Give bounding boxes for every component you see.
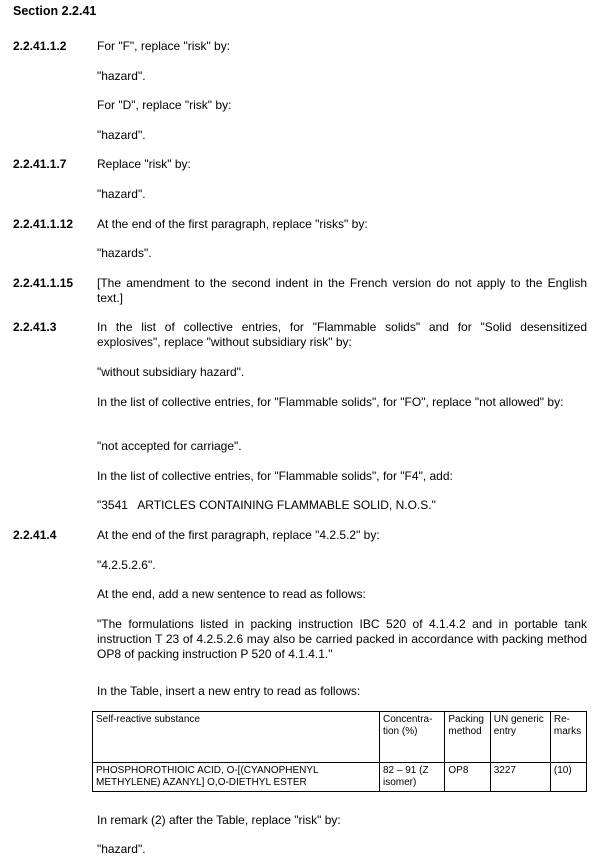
replacement-text: "The formulations listed in packing instruction IBC 520 of 4.1.4.2 and in portable tank instruction T 23 of 4.2.5.2.6 may also be carried packed in accordance with packing method OP8 of packing instruction P 520 of 4.1.4.1." xyxy=(97,617,587,661)
table-header-cell: Self-reactive substance xyxy=(93,712,380,763)
replacement-text: "hazards". xyxy=(97,246,152,260)
table-row xyxy=(93,763,587,792)
table-cell: 82 – 91 (Z isomer) xyxy=(379,763,444,792)
replacement-text: "3541 ARTICLES CONTAINING FLAMMABLE SOLID, N.O.S." xyxy=(97,498,436,512)
table-header-cell: Packing method xyxy=(445,712,490,763)
replacement-text: "not accepted for carriage". xyxy=(97,439,242,453)
paragraph-number: 2.2.41.1.2 xyxy=(13,39,67,53)
replacement-text: "hazard". xyxy=(97,128,146,142)
paragraph-number: 2.2.41.1.12 xyxy=(13,217,74,231)
instruction-text: Replace "risk" by: xyxy=(97,157,191,171)
instruction-text: In the list of collective entries, for "Flammable solids" and for "Solid desensitized explosives", replace "without subsidiary risk" by: xyxy=(97,320,587,349)
table-cell: 3227 xyxy=(490,763,550,792)
table-header-cell: Re-marks xyxy=(550,712,586,763)
instruction-text: In remark (2) after the Table, replace "risk" by: xyxy=(97,813,341,827)
replacement-text: "without subsidiary hazard". xyxy=(97,365,245,379)
replacement-text: "4.2.5.2.6". xyxy=(97,558,156,572)
instruction-text: At the end, add a new sentence to read as follows: xyxy=(97,587,366,601)
table-cell: PHOSPHOROTHIOIC ACID, O-[(CYANOPHENYL METHYLENE) AZANYL] O,O-DIETHYL ESTER xyxy=(93,763,380,792)
instruction-text: In the list of collective entries, for "Flammable solids", for "FO", replace "not allowed" by: xyxy=(97,395,564,409)
replacement-text: "hazard". xyxy=(97,842,146,856)
amendment-table xyxy=(92,711,587,792)
table-header-cell: Concentra-tion (%) xyxy=(379,712,444,763)
instruction-text: In the list of collective entries, for "Flammable solids", for "F4", add: xyxy=(97,469,453,483)
replacement-text: "hazard". xyxy=(97,69,146,83)
section-title: Section 2.2.41 xyxy=(13,4,97,18)
instruction-text: For "F", replace "risk" by: xyxy=(97,39,231,53)
table-cell: OP8 xyxy=(445,763,490,792)
paragraph-number: 2.2.41.4 xyxy=(13,528,57,542)
paragraph-number: 2.2.41.1.7 xyxy=(13,157,67,171)
paragraph-number: 2.2.41.1.15 xyxy=(13,276,74,290)
table-header-row xyxy=(93,712,587,763)
instruction-text: In the Table, insert a new entry to read as follows: xyxy=(97,684,361,698)
instruction-text: For "D", replace "risk" by: xyxy=(97,98,232,112)
replacement-text: "hazard". xyxy=(97,187,146,201)
paragraph-number: 2.2.41.3 xyxy=(13,320,57,334)
instruction-text: At the end of the first paragraph, replace "4.2.5.2" by: xyxy=(97,528,380,542)
instruction-text: At the end of the first paragraph, replace "risks" by: xyxy=(97,217,368,231)
table-cell: (10) xyxy=(550,763,586,792)
instruction-text: [The amendment to the second indent in the French version do not apply to the English text.] xyxy=(97,276,587,305)
table-header-cell: UN generic entry xyxy=(490,712,550,763)
